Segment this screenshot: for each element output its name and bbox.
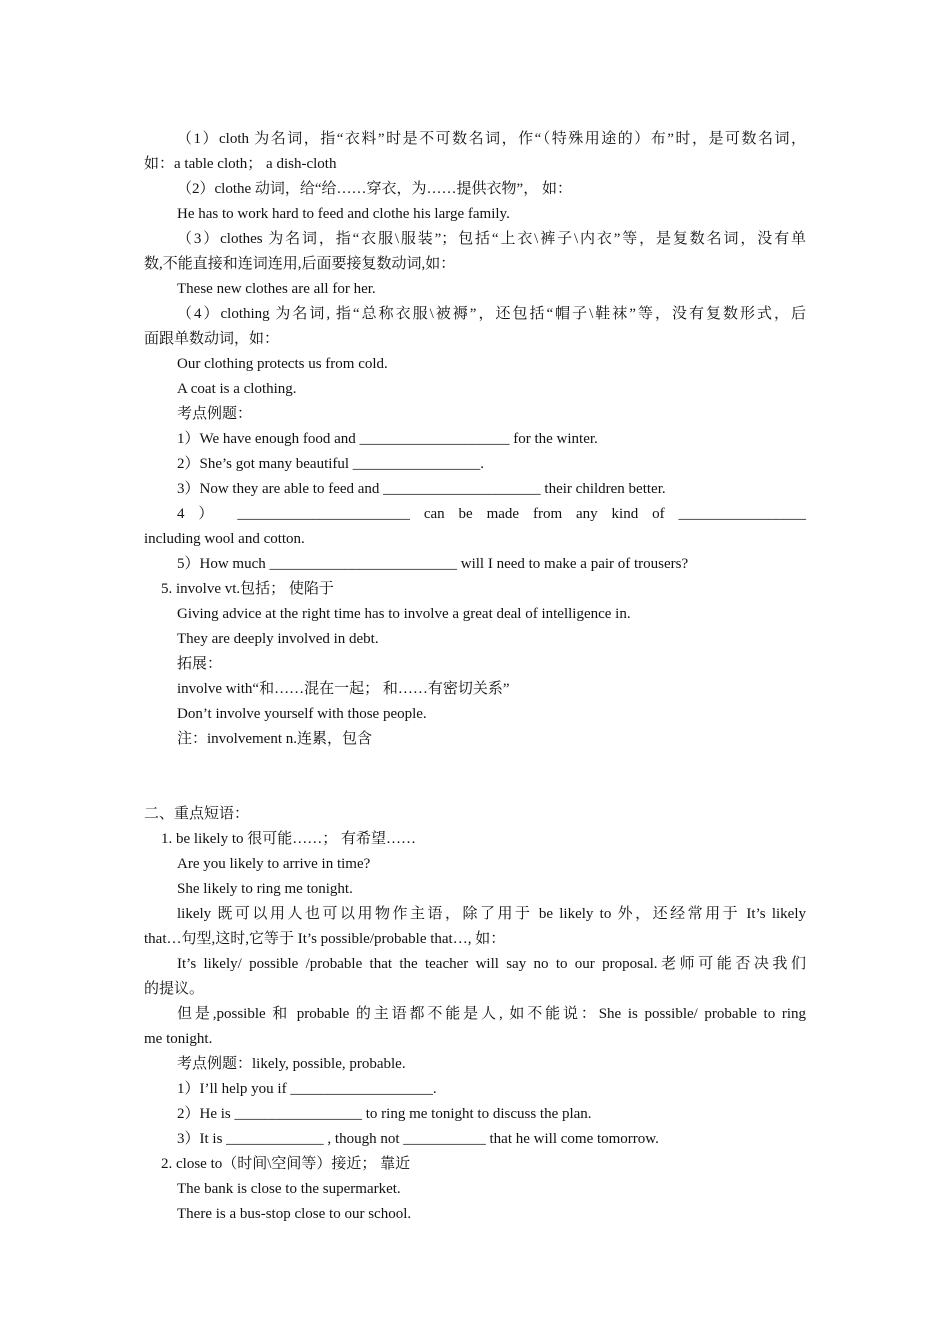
clothes-definition-line-2: 数,不能直接和连词连用,后面要接复数动词,如：	[144, 256, 456, 272]
exercise-item-1: 1）We have enough food and ____________________ for the winter.	[177, 431, 598, 447]
exercise-heading: 考点例题：	[177, 406, 253, 422]
clothes-definition-line-1: （3）clothes 为名词，指“衣服\服装”；包括“上衣\裤子\内衣”等，是复数名词，没有单	[177, 231, 806, 247]
section-spacer	[144, 752, 806, 802]
exercise-item-5: 5）How much _________________________ will I need to make a pair of trousers?	[177, 556, 689, 572]
exercise-item-4-line-2: including wool and cotton.	[144, 531, 305, 547]
document-page	[144, 127, 806, 1227]
likely-explanation-line-2: that…句型,这时,它等于 It’s possible/probable that…, 如：	[144, 931, 506, 947]
involve-with-example: Don’t involve yourself with those people.	[177, 706, 427, 722]
exercise-item-3: 3）Now they are able to feed and _____________________ their children better.	[177, 481, 666, 497]
exercise-2-item-1: 1）I’ll help you if ___________________.	[177, 1081, 437, 1097]
exercise-2-item-3: 3）It is _____________ , though not ___________ that he will come tomorrow.	[177, 1131, 659, 1147]
cloth-definition-line-2: 如：a table cloth； a dish-cloth	[144, 156, 337, 172]
exercise-heading-2: 考点例题：likely, possible, probable.	[177, 1056, 406, 1072]
clothes-example: These new clothes are all for her.	[177, 281, 376, 297]
clothing-example-1: Our clothing protects us from cold.	[177, 356, 388, 372]
clothe-example: He has to work hard to feed and clothe his large family.	[177, 206, 510, 222]
close-to-example-2: There is a bus-stop close to our school.	[177, 1206, 412, 1222]
exercise-item-2: 2）She’s got many beautiful _________________.	[177, 456, 485, 472]
likely-explanation-line-1: likely 既可以用人也可以用物作主语，除了用于 be likely to 外，还经常用于 It’s likely	[177, 906, 806, 922]
involve-example-2: They are deeply involved in debt.	[177, 631, 379, 647]
close-to-example-1: The bank is close to the supermarket.	[177, 1181, 401, 1197]
likely-example-1: Are you likely to arrive in time?	[177, 856, 371, 872]
possible-note-line-2: me tonight.	[144, 1031, 213, 1047]
involve-with-definition: involve with“和……混在一起； 和……有密切关系”	[177, 681, 510, 697]
clothing-example-2: A coat is a clothing.	[177, 381, 297, 397]
involvement-note: 注：involvement n.连累，包含	[177, 731, 372, 747]
clothe-definition: （2）clothe 动词，给“给……穿衣，为……提供衣物”， 如：	[177, 181, 572, 197]
likely-example-2: She likely to ring me tonight.	[177, 881, 353, 897]
cloth-definition-line-1: （1）cloth 为名词，指“衣料”时是不可数名词，作“（特殊用途的）布”时，是可数名词，	[177, 131, 806, 147]
section-heading-key-phrases: 二、重点短语：	[144, 806, 250, 822]
close-to-heading: 2. close to（时间\空间等）接近； 靠近	[161, 1156, 411, 1172]
clothing-definition-line-2: 面跟单数动词，如：	[144, 331, 280, 347]
clothing-definition-line-1: （4）clothing 为名词, 指“总称衣服\被褥”，还包括“帽子\鞋袜”等，没有复数形式，后	[177, 306, 806, 322]
possible-note-line-1: 但是,possible 和 probable 的主语都不能是人, 如不能说：She is possible/ probable to ring	[177, 1006, 806, 1022]
exercise-item-4-line-1: 4 ） _______________________ can be made from any kind of _________________	[177, 506, 806, 522]
extension-heading: 拓展：	[177, 656, 223, 672]
likely-heading: 1. be likely to 很可能……； 有希望……	[161, 831, 416, 847]
involve-example-1: Giving advice at the right time has to involve a great deal of intelligence in.	[177, 606, 631, 622]
involve-heading: 5. involve vt.包括； 使陷于	[161, 581, 334, 597]
exercise-2-item-2: 2）He is _________________ to ring me tonight to discuss the plan.	[177, 1106, 592, 1122]
likely-example-3-line-2: 的提议。	[144, 981, 205, 997]
likely-example-3-line-1: It’s likely/ possible /probable that the teacher will say no to our proposal.老师可能否决我们	[177, 956, 806, 972]
